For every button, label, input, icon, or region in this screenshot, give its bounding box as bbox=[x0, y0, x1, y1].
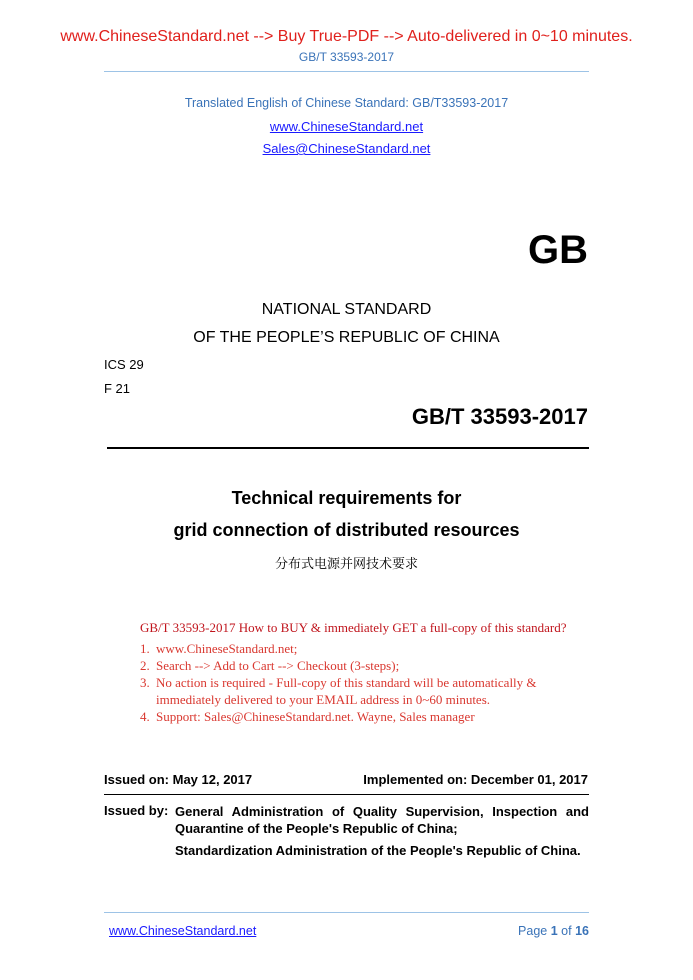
website-link-row bbox=[0, 118, 693, 136]
website-link[interactable]: www.ChineseStandard.net bbox=[269, 119, 424, 134]
buy-heading: GB/T 33593-2017 How to BUY & immediately GET a full-copy of this standard? bbox=[140, 620, 567, 635]
header-standard-code: GB/T 33593-2017 bbox=[298, 50, 395, 64]
sales-email-link[interactable]: Sales@ChineseStandard.net bbox=[262, 141, 431, 156]
gb-logo: GB bbox=[528, 228, 588, 272]
standard-number: GB/T 33593-2017 bbox=[411, 404, 588, 429]
issued-by-label: Issued by: bbox=[104, 803, 169, 818]
list-item bbox=[140, 657, 570, 674]
republic-heading: OF THE PEOPLE’S REPUBLIC OF CHINA bbox=[193, 329, 500, 346]
step-text: Support: Sales@ChineseStandard.net. Wayne, Sales manager bbox=[156, 709, 475, 724]
title-line-2: grid connection of distributed resources bbox=[173, 520, 520, 540]
page-indicator bbox=[518, 924, 589, 938]
issuer-1: General Administration of Quality Supervision, Inspection and Quarantine of the People's Republic of China; bbox=[175, 804, 589, 836]
sales-email-row bbox=[0, 140, 693, 158]
buy-steps-list bbox=[140, 640, 570, 725]
list-item bbox=[140, 674, 570, 708]
footer-divider bbox=[104, 912, 589, 913]
page-current: 1 bbox=[550, 924, 558, 938]
promo-banner[interactable]: www.ChineseStandard.net --> Buy True-PDF --> Auto-delivered in 0~10 minutes. bbox=[60, 28, 633, 45]
step-number: 2. bbox=[140, 658, 150, 673]
footer-website-link[interactable]: www.ChineseStandard.net bbox=[109, 924, 257, 938]
translation-note: Translated English of Chinese Standard: GB/T33593-2017 bbox=[184, 96, 509, 110]
title-divider bbox=[107, 447, 589, 449]
step-number: 3. bbox=[140, 675, 150, 690]
national-standard-heading: NATIONAL STANDARD bbox=[261, 301, 432, 318]
header-divider bbox=[104, 71, 589, 72]
step-text[interactable]: www.ChineseStandard.net; bbox=[156, 641, 298, 656]
page-of: of bbox=[561, 924, 572, 938]
page-total: 16 bbox=[575, 924, 589, 938]
step-text: Search --> Add to Cart --> Checkout (3-steps); bbox=[156, 658, 400, 673]
implemented-on: Implemented on: December 01, 2017 bbox=[363, 772, 588, 787]
step-text: No action is required - Full-copy of this standard will be automatically & immediately delivered to your EMAIL address in 0~60 minutes. bbox=[156, 675, 537, 707]
page-label: Page bbox=[518, 924, 548, 938]
title-line-1: Technical requirements for bbox=[231, 488, 462, 508]
list-item bbox=[140, 708, 570, 725]
issued-on: Issued on: May 12, 2017 bbox=[104, 772, 253, 787]
ics-code: ICS 29 bbox=[104, 357, 144, 372]
chinese-title: 分布式电源并网技术要求 bbox=[274, 557, 418, 572]
classification-code: F 21 bbox=[104, 381, 131, 396]
step-number: 4. bbox=[140, 709, 150, 724]
list-item bbox=[140, 640, 570, 657]
issue-divider bbox=[104, 794, 589, 795]
issuer-2: Standardization Administration of the People's Republic of China. bbox=[175, 843, 581, 858]
step-number: 1. bbox=[140, 641, 150, 656]
